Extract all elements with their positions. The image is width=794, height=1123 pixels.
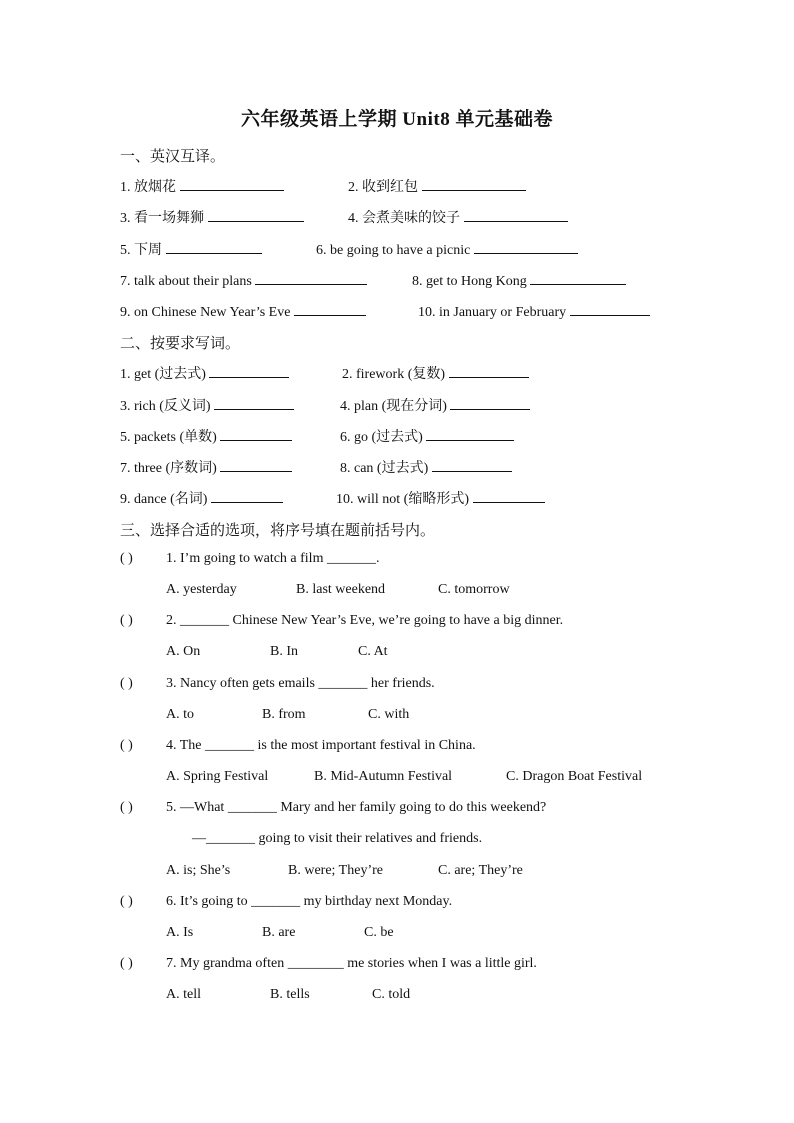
q6-option-a: A. Is: [166, 925, 194, 940]
s2-item-9: 9. dance (名词): [120, 488, 283, 508]
answer-blank[interactable]: [166, 239, 262, 254]
question-4: 4. The _______ is the most important festival in China.: [166, 738, 476, 753]
q3-option-b: B. from: [262, 707, 306, 722]
q6-option-b: B. are: [262, 925, 296, 940]
section-1-heading: 一、英汉互译。: [120, 149, 226, 165]
answer-blank[interactable]: [473, 488, 545, 503]
s2-item-7: 7. three (序数词): [120, 457, 292, 477]
answer-blank[interactable]: [422, 176, 526, 191]
s1-item-8: 8. get to Hong Kong: [412, 270, 626, 290]
answer-paren[interactable]: ( ): [120, 676, 133, 691]
s2-item-5: 5. packets (单数): [120, 426, 292, 446]
s1-item-7: 7. talk about their plans: [120, 270, 367, 290]
s1-item-10: 10. in January or February: [418, 301, 650, 321]
section-3-heading: 三、选择合适的选项，将序号填在题前括号内。: [120, 523, 436, 539]
q1-option-c: C. tomorrow: [438, 582, 510, 597]
section-2-heading: 二、按要求写词。: [120, 336, 241, 352]
answer-blank[interactable]: [426, 426, 514, 441]
question-5-reply: —_______ going to visit their relatives and friends.: [192, 831, 483, 846]
s2-item-1: 1. get (过去式): [120, 363, 289, 383]
s2-item-6: 6. go (过去式): [340, 426, 514, 446]
q4-option-c: C. Dragon Boat Festival: [506, 769, 643, 784]
answer-blank[interactable]: [220, 426, 292, 441]
question-7: 7. My grandma often ________ me stories when I was a little girl.: [166, 956, 537, 971]
q5-option-c: C. are; They’re: [438, 863, 523, 878]
answer-blank[interactable]: [449, 363, 529, 378]
s1-item-4: 4. 会煮美味的饺子: [348, 207, 568, 227]
answer-blank[interactable]: [209, 363, 289, 378]
q4-option-b: B. Mid-Autumn Festival: [314, 769, 453, 784]
answer-blank[interactable]: [432, 457, 512, 472]
answer-blank[interactable]: [208, 207, 304, 222]
question-3: 3. Nancy often gets emails _______ her friends.: [166, 676, 435, 691]
s1-item-2: 2. 收到红包: [348, 176, 526, 196]
q1-option-b: B. last weekend: [296, 582, 386, 597]
s2-item-2: 2. firework (复数): [342, 363, 529, 383]
q3-option-a: A. to: [166, 707, 194, 722]
s1-item-5: 5. 下周: [120, 239, 262, 259]
q7-option-c: C. told: [372, 987, 411, 1002]
q7-option-a: A. tell: [166, 987, 201, 1002]
q4-option-a: A. Spring Festival: [166, 769, 269, 784]
question-6: 6. It’s going to _______ my birthday next Monday.: [166, 894, 453, 909]
q2-option-c: C. At: [358, 644, 388, 659]
q2-option-b: B. In: [270, 644, 298, 659]
answer-paren[interactable]: ( ): [120, 613, 133, 628]
s1-item-1: 1. 放烟花: [120, 176, 284, 196]
question-1: 1. I’m going to watch a film _______.: [166, 551, 380, 566]
answer-blank[interactable]: [474, 239, 578, 254]
answer-blank[interactable]: [255, 270, 367, 285]
q3-option-c: C. with: [368, 707, 410, 722]
s1-item-6: 6. be going to have a picnic: [316, 239, 578, 259]
q5-option-a: A. is; She’s: [166, 863, 231, 878]
answer-blank[interactable]: [214, 395, 294, 410]
page-title: 六年级英语上学期 Unit8 单元基础卷: [241, 109, 553, 130]
answer-blank[interactable]: [220, 457, 292, 472]
answer-blank[interactable]: [530, 270, 626, 285]
answer-blank[interactable]: [464, 207, 568, 222]
answer-paren[interactable]: ( ): [120, 800, 133, 815]
s2-item-4: 4. plan (现在分词): [340, 395, 530, 415]
s1-item-9: 9. on Chinese New Year’s Eve: [120, 301, 366, 321]
answer-blank[interactable]: [211, 488, 283, 503]
answer-blank[interactable]: [294, 301, 366, 316]
answer-blank[interactable]: [570, 301, 650, 316]
s2-item-8: 8. can (过去式): [340, 457, 512, 477]
answer-paren[interactable]: ( ): [120, 738, 133, 753]
answer-paren[interactable]: ( ): [120, 956, 133, 971]
q5-option-b: B. were; They’re: [288, 863, 383, 878]
s2-item-10: 10. will not (缩略形式): [336, 488, 545, 508]
s1-item-3: 3. 看一场舞狮: [120, 207, 304, 227]
q6-option-c: C. be: [364, 925, 394, 940]
q2-option-a: A. On: [166, 644, 201, 659]
answer-paren[interactable]: ( ): [120, 551, 133, 566]
q1-option-a: A. yesterday: [166, 582, 237, 597]
answer-blank[interactable]: [450, 395, 530, 410]
s2-item-3: 3. rich (反义词): [120, 395, 294, 415]
answer-paren[interactable]: ( ): [120, 894, 133, 909]
q7-option-b: B. tells: [270, 987, 310, 1002]
answer-blank[interactable]: [180, 176, 284, 191]
question-2: 2. _______ Chinese New Year’s Eve, we’re going to have a big dinner.: [166, 613, 564, 628]
question-5: 5. —What _______ Mary and her family going to do this weekend?: [166, 800, 547, 815]
